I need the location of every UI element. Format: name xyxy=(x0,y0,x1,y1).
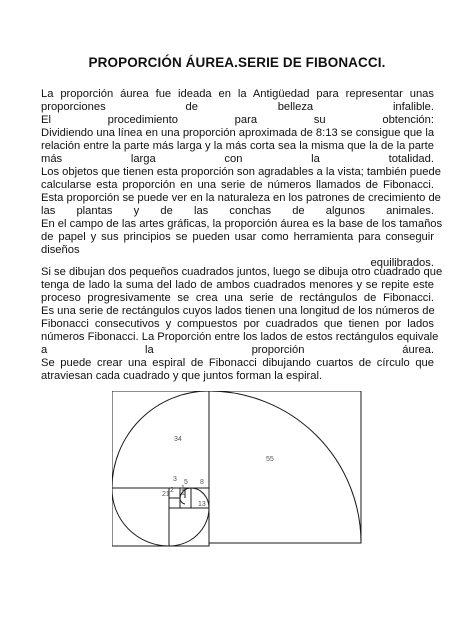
fibonacci-spiral-figure xyxy=(112,391,362,551)
paragraph-line: Si se dibujan dos pequeños cuadrados juntos, luego se dibuja otro cuadrado que xyxy=(41,266,443,278)
paragraph-line: El procedimiento para su obtención: xyxy=(41,114,434,126)
paragraph-line: tenga de lado la suma del lado de ambos cuadrados menores y se repite este xyxy=(41,279,434,291)
spiral-arc xyxy=(180,499,185,504)
square-13 xyxy=(169,508,209,546)
paragraph-line: atraviesan cada cuadrado y que juntos forman la espiral. xyxy=(41,370,323,382)
paragraph-line: proceso progresivamente se crea una serie de rectángulos de Fibonacci. xyxy=(41,292,434,304)
paragraph-line: Fibonacci consecutivos y compuestos por cuadrados que tienen por lados xyxy=(41,318,434,330)
square-55 xyxy=(209,391,361,543)
text-block-1 xyxy=(41,88,443,270)
paragraph-line: las plantas y de las conchas de algunos animales. xyxy=(41,205,434,217)
label-55: 55 xyxy=(266,456,274,463)
label-1b: 1 xyxy=(181,490,185,497)
spiral-arc xyxy=(169,508,209,546)
golden-spiral xyxy=(112,391,361,546)
label-2: 2 xyxy=(170,487,174,494)
page-title: PROPORCIÓN ÁUREA.SERIE DE FIBONACCI. xyxy=(88,55,386,70)
text-block-2 xyxy=(41,266,443,383)
square-21 xyxy=(112,488,169,546)
spiral-arc xyxy=(112,488,169,546)
label-3: 3 xyxy=(173,476,177,483)
square-34 xyxy=(112,391,209,488)
label-8: 8 xyxy=(200,479,204,486)
paragraph-line: Es una serie de rectángulos cuyos lados tienen una longitud de los números de xyxy=(41,305,435,317)
paragraph-line: más larga con la totalidad. xyxy=(41,153,434,165)
label-21: 21 xyxy=(162,491,170,498)
label-34: 34 xyxy=(174,436,182,443)
paragraph-line: En el campo de las artes gráficas, la proporción áurea es la base de los tamaños xyxy=(41,218,443,230)
paragraph-line: proporciones de belleza infalible. xyxy=(41,101,434,113)
spiral-arc xyxy=(112,391,209,488)
paragraph-line: diseños xyxy=(41,244,80,256)
paragraph-line: a la proporción áurea. xyxy=(41,344,434,356)
label-1: 1 xyxy=(181,485,185,492)
spiral-arc xyxy=(209,391,361,543)
label-13: 13 xyxy=(198,501,206,508)
paragraph-line: calcularse esta proporción en una serie de números llamados de Fibonacci. xyxy=(41,179,434,191)
paragraph-line: Los objetos que tienen esta proporción son agradables a la vista; también puede xyxy=(41,166,441,178)
paragraph-line: La proporción áurea fue ideada en la Antigüedad para representar unas xyxy=(41,88,434,100)
label-5: 5 xyxy=(184,479,188,486)
paragraph-line: Se puede crear una espiral de Fibonacci dibujando cuartos de círculo que xyxy=(41,357,434,369)
paragraph-line: equilibrados. xyxy=(370,257,434,269)
paragraph-line: números Fibonacci. La Proporción entre los lados de estos rectángulos equivale xyxy=(41,331,439,343)
paragraph-line: Dividiendo una línea en una proporción aproximada de 8:13 se consigue que la xyxy=(41,127,435,139)
paragraph-line: relación entre la parte más larga y la más corta sea la misma que la de la parte xyxy=(41,140,434,152)
paragraph-line: de papel y sus principios se pueden usar como herramienta para conseguir xyxy=(41,231,434,243)
paragraph-line: Esta proporción se puede ver en la naturaleza en los patrones de crecimiento de xyxy=(41,192,441,204)
